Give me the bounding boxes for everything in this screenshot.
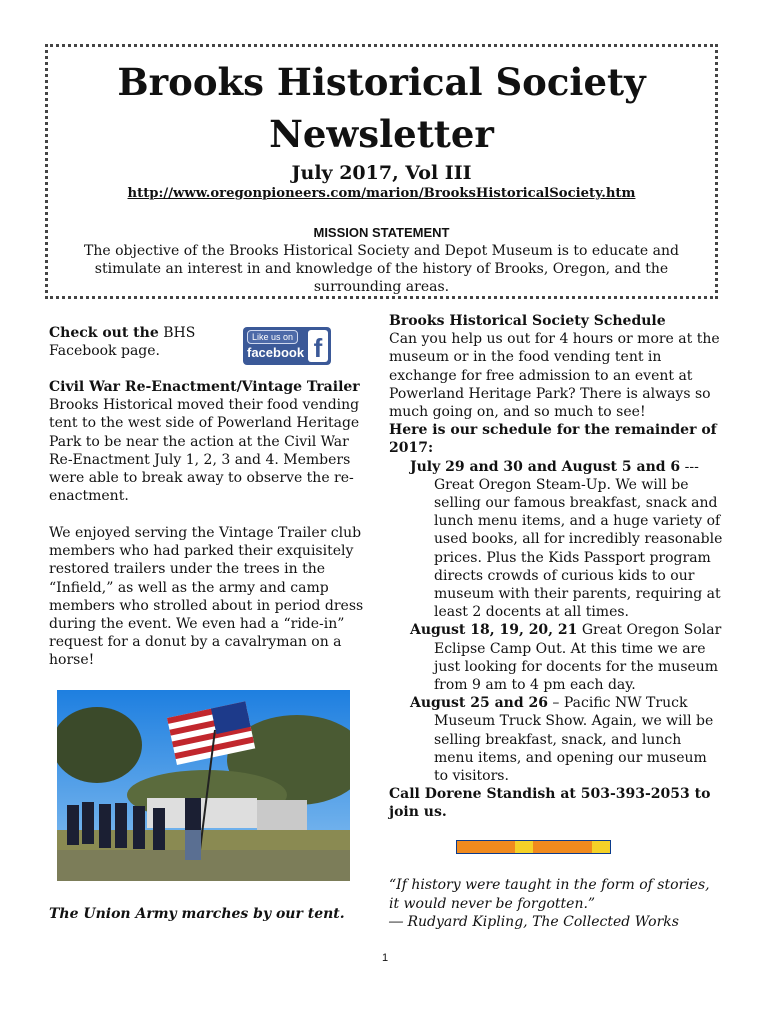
quote-attribution: ― Rudyard Kipling, The Collected Works bbox=[389, 914, 679, 930]
divider-bar-segment bbox=[592, 841, 610, 853]
newsletter-header bbox=[45, 44, 718, 299]
event-dates: July 29 and 30 and August 5 and 6 bbox=[410, 458, 681, 475]
schedule-section bbox=[389, 312, 724, 822]
reenactment-heading: Civil War Re-Enactment/Vintage Trailer bbox=[49, 379, 360, 395]
event-dates: August 18, 19, 20, 21 bbox=[410, 622, 578, 639]
remainder-heading: Here is our schedule for the remainder of 2017: bbox=[389, 422, 717, 457]
issue-date: July 2017, Vol III bbox=[291, 162, 472, 184]
facebook-note-bold: Check out the bbox=[49, 325, 159, 341]
facebook-like-label: Like us on bbox=[247, 330, 298, 344]
union-army-photo bbox=[57, 690, 350, 881]
mission-text: The objective of the Brooks Historical Society and Depot Museum is to educate and stimulate an interest in and knowledge of the history of Brooks, Oregon, and the surrounding areas. bbox=[84, 243, 679, 295]
schedule-intro: Can you help us out for 4 hours or more at the museum or in the food vending tent in exchange for free admission to an event at Powerland Heritage Park? There is always so much going on, and so much to see! bbox=[389, 331, 720, 421]
trailer-article bbox=[49, 524, 367, 670]
mission-heading: MISSION STATEMENT bbox=[313, 225, 450, 240]
divider-bar-segment bbox=[515, 841, 533, 853]
event-description: Great Oregon Solar Eclipse Camp Out. At this time we are just looking for docents for the museum from 9 am to 4 pm each day. bbox=[434, 622, 722, 694]
quote-text: “If history were taught in the form of stories, it would never be forgotten.” bbox=[389, 877, 710, 912]
reenactment-article bbox=[49, 378, 367, 505]
facebook-brand-label: facebook bbox=[247, 345, 305, 360]
call-to-action: Call Dorene Standish at 503-393-2053 to join us. bbox=[389, 786, 711, 821]
trailer-text: We enjoyed serving the Vintage Trailer club members who had parked their exquisitely restored trailers under the trees in the “Infield,” as well as the army and camp members who strolled about in period dress during the event. We even had a “ride-in” request for a donut by a cavalryman on a horse! bbox=[49, 525, 364, 669]
event-description: – Pacific NW Truck Museum Truck Show. Again, we will be selling breakfast, snack, and lunch menu items, and opening our museum to visitors. bbox=[434, 695, 714, 785]
facebook-icon: f bbox=[308, 330, 328, 362]
event-dates: August 25 and 26 bbox=[410, 695, 548, 712]
kipling-quote bbox=[389, 876, 724, 932]
newsletter-title-line1: Brooks Historical Society bbox=[117, 60, 646, 104]
newsletter-title-line2: Newsletter bbox=[269, 112, 494, 156]
facebook-note-text: BHS Facebook page. bbox=[49, 325, 196, 360]
event-item bbox=[389, 694, 724, 785]
page-number: 1 bbox=[381, 952, 389, 964]
schedule-heading: Brooks Historical Society Schedule bbox=[389, 313, 666, 329]
decorative-divider-bar bbox=[456, 840, 611, 854]
facebook-note bbox=[49, 324, 234, 360]
union-army-photo-image bbox=[57, 690, 350, 881]
photo-caption: The Union Army marches by our tent. bbox=[49, 906, 345, 922]
event-description: --- Great Oregon Steam-Up. We will be selling our famous breakfast, snack and lunch menu items, and a huge variety of used books, all for incredibly reasonable prices. Plus the Kids Passport program directs crowds of curious kids to our museum with their parents, requiring at least 2 docents at all times. bbox=[434, 458, 723, 621]
reenactment-text: Brooks Historical moved their food vending tent to the west side of Powerland Heritage Park to be near the action at the Civil War Re-Enactment July 1, 2, 3 and 4. Members were able to break away to observe the re-enactment. bbox=[49, 397, 360, 505]
society-url-link[interactable]: http://www.oregonpioneers.com/marion/BrooksHistoricalSociety.htm bbox=[127, 186, 636, 201]
event-item bbox=[389, 621, 724, 694]
facebook-like-badge[interactable] bbox=[243, 327, 331, 365]
event-item bbox=[389, 458, 724, 622]
